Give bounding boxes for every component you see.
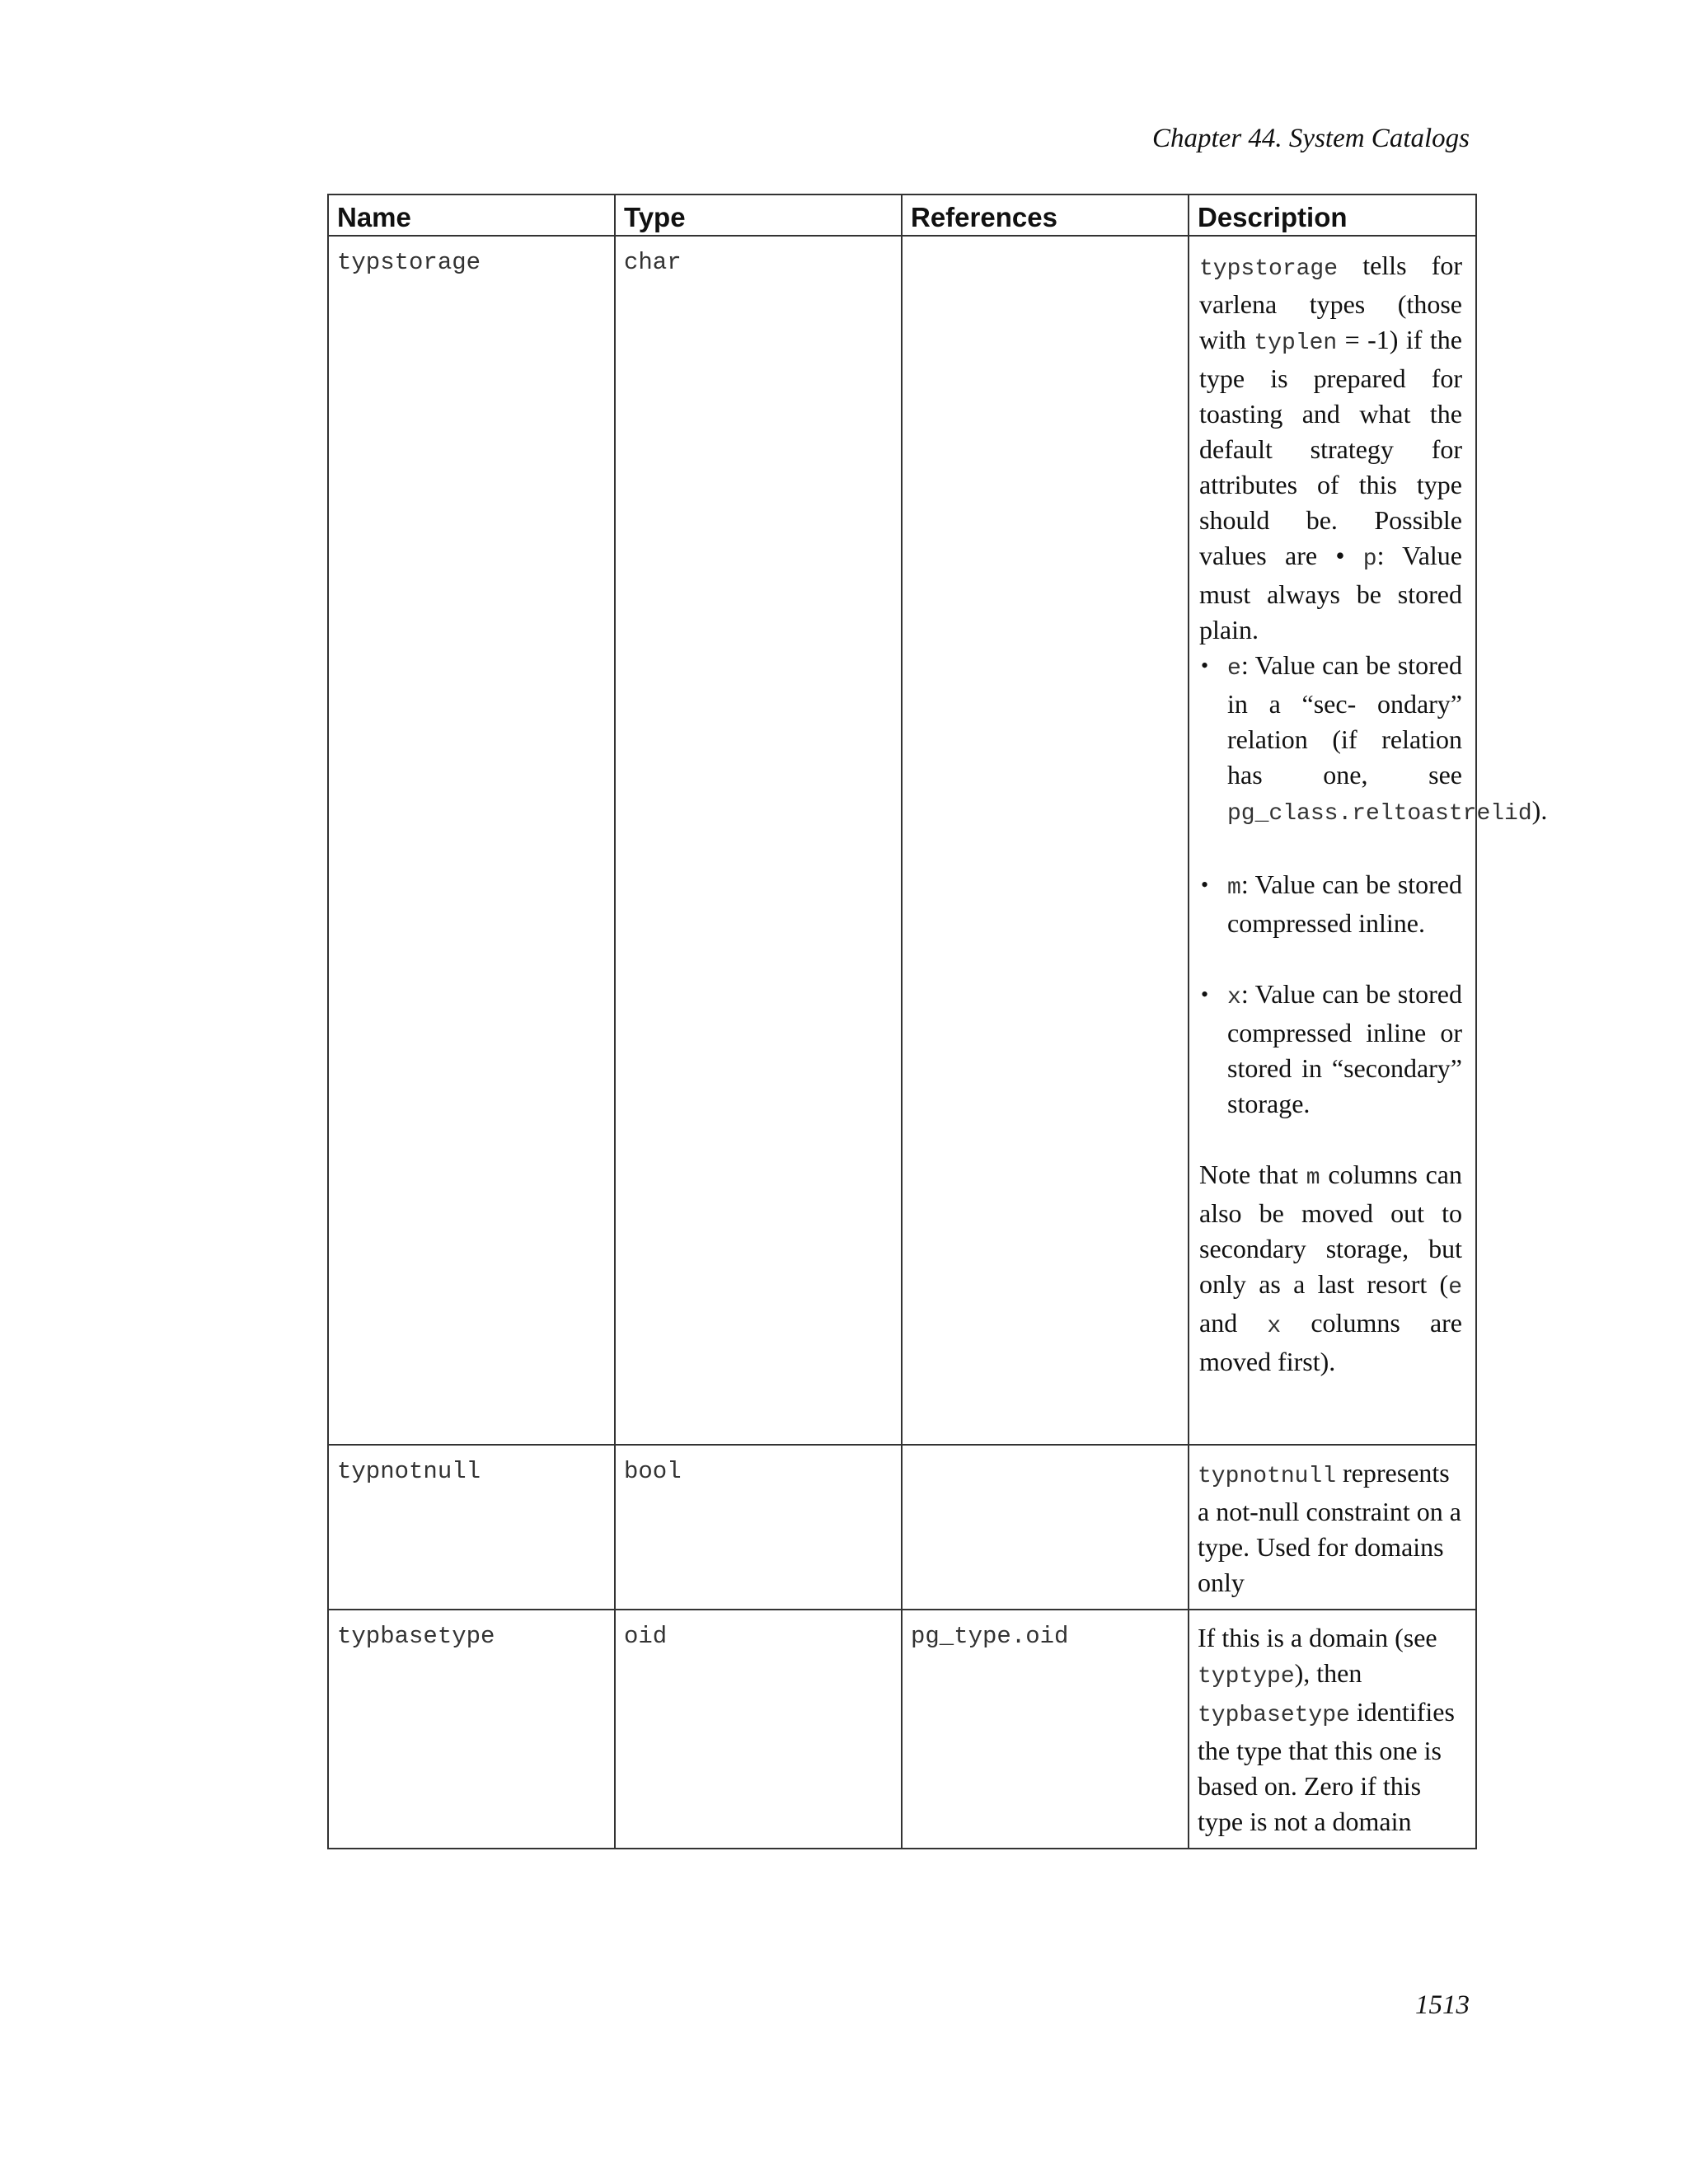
table-row <box>328 1610 1476 1849</box>
cell-name: typnotnull <box>328 1445 615 1610</box>
cell-type: oid <box>615 1610 902 1849</box>
description-paragraph: typstorage tells for varlena types (those with typlen = -1) if the type is prepared for toasting and what the default strategy for attributes of this type should be. Possible values are • p: Value must always be stored plain. <box>1199 251 1463 644</box>
cell-name: typbasetype <box>328 1610 615 1849</box>
note-paragraph: Note that m columns can also be moved out to secondary storage, but only as a last resort (e and x columns are moved first). <box>1199 1160 1463 1376</box>
table-row <box>328 1445 1476 1610</box>
cell-references: pg_type.oid <box>902 1610 1189 1849</box>
cell-references <box>902 1445 1189 1610</box>
page-number: 1513 <box>1415 1990 1470 2020</box>
column-header-references: References <box>902 194 1189 236</box>
column-header-type: Type <box>615 194 902 236</box>
cell-references <box>902 236 1189 1445</box>
table-row <box>328 236 1476 1445</box>
column-header-description: Description <box>1189 194 1476 236</box>
cell-description <box>1189 236 1548 1445</box>
cell-type: char <box>615 236 902 1445</box>
storage-values-list <box>1199 648 1548 1122</box>
cell-name: typstorage <box>328 236 615 1445</box>
catalog-table <box>327 194 1548 1849</box>
list-item: • m: Value can be stored compressed inline. <box>1227 867 1462 941</box>
cell-type: bool <box>615 1445 902 1610</box>
cell-description: typnotnull represents a not-null constraint on a type. Used for domains only <box>1189 1445 1476 1610</box>
cell-description: If this is a domain (see typtype), then typbasetype identifies the type that this one is based on. Zero if this type is not a domain <box>1189 1610 1476 1849</box>
list-item: • x: Value can be stored compressed inline or stored in “secondary” storage. <box>1227 977 1462 1122</box>
running-header: Chapter 44. System Catalogs <box>1152 124 1470 153</box>
table-header-row <box>328 194 1476 236</box>
list-item: • e: Value can be stored in a “sec- ondary” relation (if relation has one, see pg_class.reltoastrelid). <box>1227 648 1462 832</box>
column-header-name: Name <box>328 194 615 236</box>
